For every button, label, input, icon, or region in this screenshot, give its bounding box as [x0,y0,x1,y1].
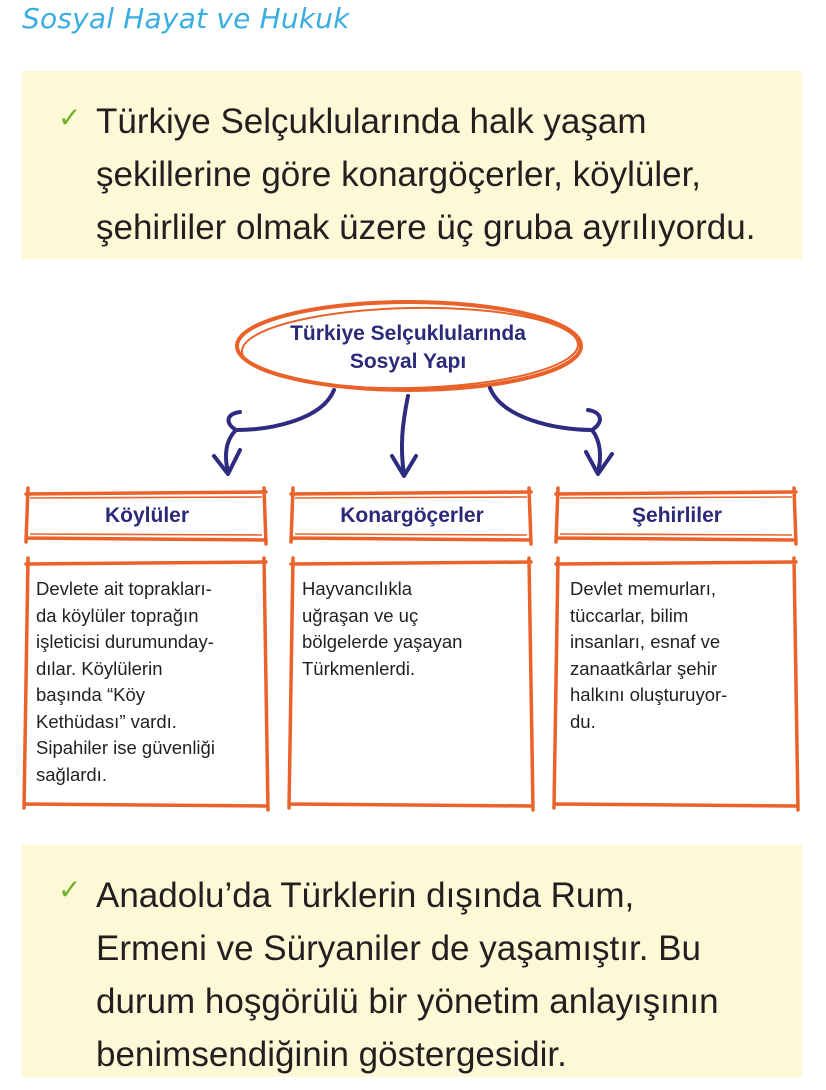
arrow-right-hook [588,410,600,430]
branch-title-konargocerler: Konargöçerler [340,504,484,527]
checkmark-icon: ✓ [58,101,82,134]
arrow-middle [402,396,408,474]
arrow-left-hook [229,412,240,430]
info-note-1 [22,71,802,259]
info-note-text: Anadolu’da Türklerin dışında Rum, Ermeni ve Süryaniler de yaşamıştır. Bu durum hoşgörülü bir yönetim anlayışının benimsendiğinin göstergesidir. [96,876,719,1074]
branch-body-koyluler: Devlete ait toprakları- da köylüler toprağın işleticisi durumunday- dılar. Köylülerin başında “Köy Kethüdası” vardı. Sipahiler ise güvenliği sağlardı. [36,578,215,785]
info-note-2 [22,845,802,1077]
root-node-label: Türkiye Selçuklularında Sosyal Yapı [290,322,526,373]
branch-body-sehirliler: Devlet memurları, tüccarlar, bilim insanları, esnaf ve zanaatkârlar şehir halkını oluşturuyor- du. [570,578,728,732]
branch-title-sehirliler: Şehirliler [632,504,722,527]
section-title: Sosyal Hayat ve Hukuk [22,2,350,35]
branch-title-koyluler: Köylüler [104,504,190,527]
arrow-right [490,388,600,472]
social-structure-diagram [0,280,826,820]
info-note-text: Türkiye Selçuklularında halk yaşam şekillerine göre konargöçerler, köylüler, şehirliler olmak üzere üç gruba ayrılıyordu. [96,102,756,247]
branch-body-konargocerler: Hayvancılıkla uğraşan ve uç bölgelerde yaşayan Türkmenlerdi. [302,578,463,679]
checkmark-icon: ✓ [58,873,82,906]
arrow-left [226,390,334,472]
